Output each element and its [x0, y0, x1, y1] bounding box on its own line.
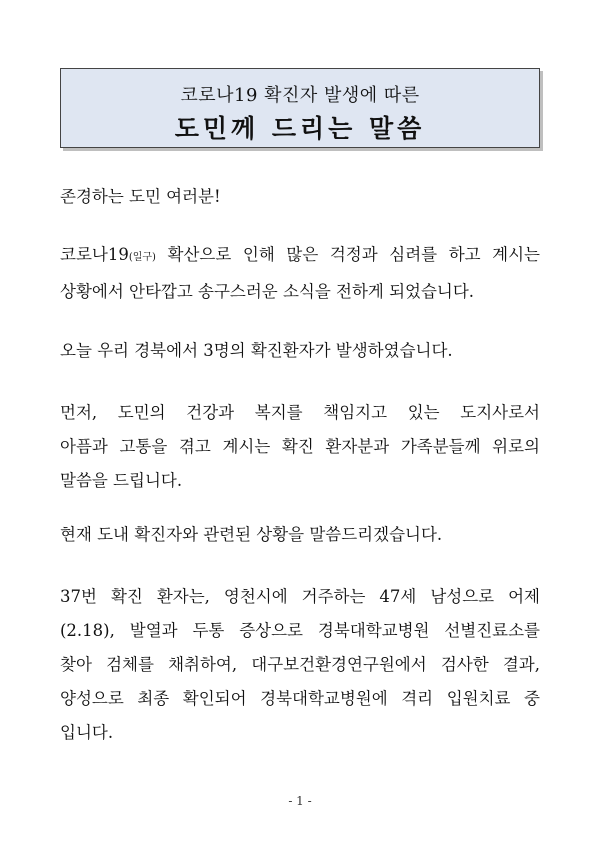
- paragraph-5-line-2: (2.18), 발열과 두통 증상으로 경북대학교병원 선별진료소를: [60, 621, 540, 640]
- covid-reading: (일구): [128, 252, 156, 263]
- covid-term: 코로나19: [60, 245, 129, 264]
- paragraph-5: [60, 580, 540, 750]
- page-number: - 1 -: [288, 794, 312, 808]
- document-title: 도민께 드리는 말씀: [174, 114, 426, 143]
- greeting: 존경하는 도민 여러분!: [60, 187, 221, 206]
- paragraph-4: 현재 도내 확진자와 관련된 상황을 말씀드리겠습니다.: [60, 525, 443, 544]
- paragraph-1: [60, 238, 540, 309]
- paragraph-3-line-1: 먼저, 도민의 건강과 복지를 책임지고 있는 도지사로서: [60, 403, 540, 422]
- paragraph-3-line-3: 말씀을 드립니다.: [60, 471, 183, 490]
- paragraph-5-line-5: 입니다.: [60, 723, 114, 742]
- paragraph-3: [60, 396, 540, 498]
- paragraph-5-line-1: 37번 확진 환자는, 영천시에 거주하는 47세 남성으로 어제: [60, 587, 540, 606]
- paragraph-1-line-1: [60, 238, 540, 275]
- paragraph-5-line-3: 찾아 검체를 채취하여, 대구보건환경연구원에서 검사한 결과,: [60, 655, 540, 674]
- paragraph-1-line-1-rest: 확산으로 인해 많은 걱정과 심려를 하고 계시는: [155, 245, 540, 264]
- title-box: [60, 68, 540, 148]
- document-subtitle: 코로나19 확진자 발생에 따른: [180, 85, 420, 106]
- paragraph-5-line-4: 양성으로 최종 확인되어 경북대학교병원에 격리 입원치료 중: [60, 689, 540, 708]
- paragraph-1-line-2: 상황에서 안타깝고 송구스러운 소식을 전하게 되었습니다.: [60, 282, 475, 301]
- paragraph-2: 오늘 우리 경북에서 3명의 확진환자가 발생하였습니다.: [60, 341, 453, 360]
- paragraph-3-line-2: 아픔과 고통을 겪고 계시는 확진 환자분과 가족분들께 위로의: [60, 437, 540, 456]
